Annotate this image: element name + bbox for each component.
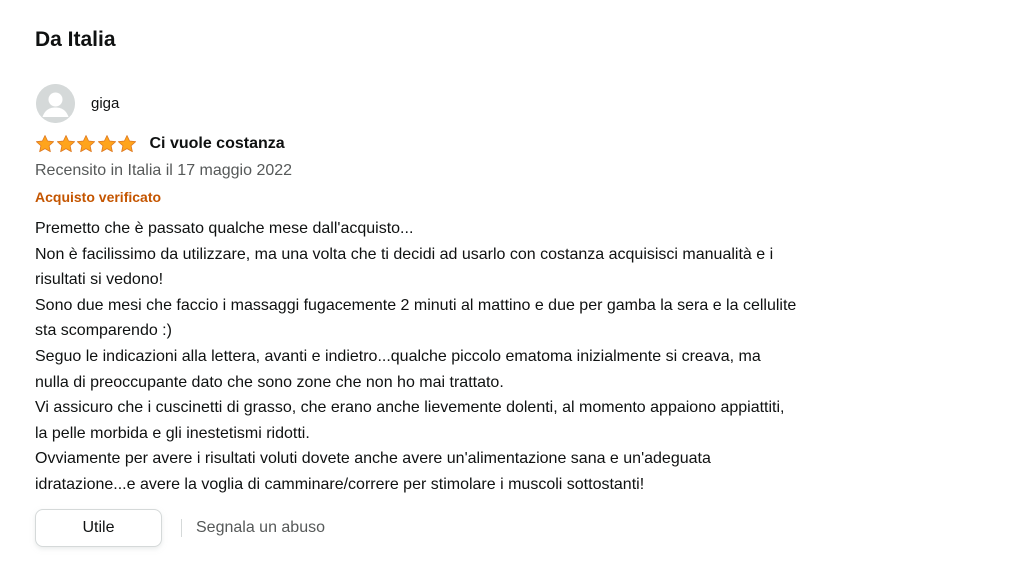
review-body-line: Premetto che è passato qualche mese dall'acquisto... [35, 220, 414, 237]
verified-purchase-badge: Acquisto verificato [35, 189, 162, 205]
star-icon [56, 134, 76, 154]
review-body-line: Sono due mesi che faccio i massaggi fugacemente 2 minuti al mattino e due per gamba la sera e la cellulite [35, 296, 797, 314]
review-body-line: Vi assicuro che i cuscinetti di grasso, che erano anche lievemente dolenti, al momento appaiono appiattiti, [35, 399, 785, 417]
review-body-line: la pelle morbida e gli inestetismi ridotti. [35, 424, 310, 442]
reviewer-name[interactable]: giga [91, 95, 120, 112]
review-body-line: nulla di preoccupante dato che sono zone che non ho mai trattato. [35, 373, 504, 391]
star-rating[interactable] [35, 134, 138, 154]
user-avatar-icon[interactable] [36, 84, 75, 123]
section-title: Da Italia [35, 28, 116, 51]
review-body-line: Non è facilissimo da utilizzare, ma una volta che ti decidi ad usarlo con costanza acquisisci manualità e i [35, 245, 774, 263]
review-actions [35, 509, 325, 547]
reviewer-profile[interactable] [36, 84, 119, 123]
review-body-line: sta scomparendo :) [35, 322, 172, 340]
actions-divider [181, 519, 182, 537]
review-date: Recensito in Italia il 17 maggio 2022 [35, 162, 293, 179]
star-icon [76, 134, 96, 154]
report-abuse-link[interactable]: Segnala un abuso [196, 519, 325, 536]
rating-row [35, 133, 285, 155]
star-icon [97, 134, 117, 154]
star-icon [35, 134, 55, 154]
review-body-line: risultati si vedono! [35, 271, 164, 289]
helpful-button[interactable]: Utile [35, 509, 162, 547]
review-title[interactable]: Ci vuole costanza [149, 135, 285, 152]
review-body-line: Seguo le indicazioni alla lettera, avanti e indietro...qualche piccolo ematoma inizialmente si creava, ma [35, 347, 761, 365]
review-body [35, 216, 925, 498]
review-body-line: Ovviamente per avere i risultati voluti dovete anche avere un'alimentazione sana e un'adeguata [35, 450, 711, 468]
review-body-line: idratazione...e avere la voglia di camminare/correre per stimolare i muscoli sottostanti! [35, 475, 645, 493]
star-icon [117, 134, 137, 154]
